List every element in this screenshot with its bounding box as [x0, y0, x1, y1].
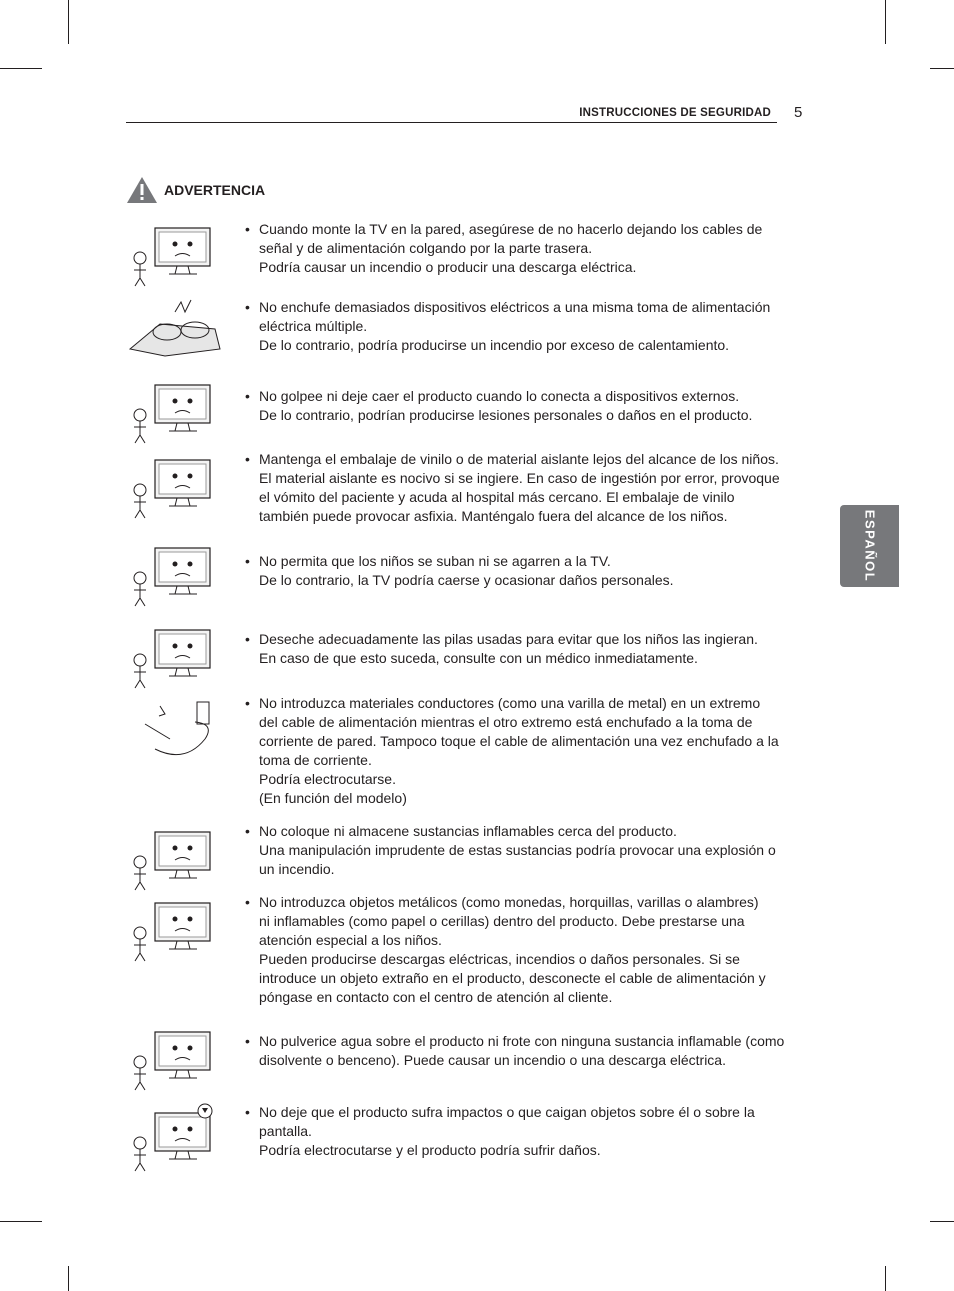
text-line: Podría electrocutarse.: [259, 771, 396, 787]
bullet: •: [245, 221, 250, 237]
safety-item-text: [245, 220, 790, 277]
text-line: De lo contrario, podría producirse un incendio por exceso de calentamiento.: [259, 337, 730, 353]
bullet: •: [245, 823, 250, 839]
crop-mark: [0, 1221, 42, 1222]
text-line: Deseche adecuadamente las pilas usadas para evitar que los niños las ingieran.: [259, 631, 758, 647]
bullet: •: [245, 388, 250, 404]
text-line: De lo contrario, podrían producirse lesiones personales o daños en el producto.: [259, 407, 753, 423]
bullet: •: [245, 451, 250, 467]
text-line: corriente de pared. Tampoco toque el cable de alimentación una vez enchufado a la: [259, 733, 779, 749]
text-line: En caso de que esto suceda, consulte con un médico inmediatamente.: [259, 650, 698, 666]
warning-triangle-icon: [126, 176, 158, 204]
bullet: •: [245, 1033, 250, 1049]
text-line: De lo contrario, la TV podría caerse y ocasionar daños personales.: [259, 572, 674, 588]
text-line: ni inflamables (como papel o cerillas) dentro del producto. Debe prestarse una: [259, 913, 745, 929]
crop-mark: [68, 0, 69, 44]
text-line: No enchufe demasiados dispositivos eléctricos a una misma toma de alimentación: [259, 299, 771, 315]
safety-item: [125, 620, 805, 668]
text-line: pantalla.: [259, 1123, 312, 1139]
crop-mark: [930, 1221, 954, 1222]
bullet: •: [245, 695, 250, 711]
text-line: No golpee ni deje caer el producto cuando lo conecta a dispositivos externos.: [259, 388, 740, 404]
text-line: Pueden producirse descargas eléctricas, incendios o daños personales. Si se: [259, 951, 740, 967]
safety-item-text: [245, 450, 790, 526]
safety-item: [125, 694, 805, 818]
safety-item-text: [245, 1103, 790, 1160]
text-line: Cuando monte la TV en la pared, asegúrese de no hacerlo dejando los cables de: [259, 221, 763, 237]
section-title: INSTRUCCIONES DE SEGURIDAD: [579, 107, 771, 119]
vinyl-packaging-child-illustration: [125, 450, 225, 520]
safety-item: [125, 218, 805, 285]
bullet: •: [245, 631, 250, 647]
power-cord-metal-rod-illustration: [125, 694, 225, 764]
safety-item-text: [245, 387, 790, 425]
text-line: disolvente o benceno). Puede causar un incendio o una descarga eléctrica.: [259, 1052, 726, 1068]
safety-item-text: [245, 1032, 790, 1070]
text-line: Podría causar un incendio o producir una descarga eléctrica.: [259, 259, 637, 275]
text-line: eléctrica múltiple.: [259, 318, 368, 334]
text-line: señal y de alimentación colgando por la parte trasera.: [259, 240, 593, 256]
overloaded-outlet-illustration: [125, 294, 225, 364]
text-line: introduce un objeto extraño en el producto, desconecte el cable de alimentación y: [259, 970, 766, 986]
bullet: •: [245, 299, 250, 315]
crop-mark: [68, 1266, 69, 1291]
text-line: atención especial a los niños.: [259, 932, 442, 948]
safety-item-text: [245, 694, 790, 808]
safety-item: [125, 450, 805, 536]
safety-item-text: [245, 552, 790, 590]
text-line: toma de corriente.: [259, 752, 372, 768]
language-tab: [840, 505, 899, 587]
safety-item: [125, 822, 805, 889]
language-tab-label: ESPAÑOL: [862, 509, 877, 583]
safety-item: [125, 1103, 805, 1170]
crop-mark: [885, 1266, 886, 1291]
bullet: •: [245, 1104, 250, 1120]
header-rule: [126, 122, 777, 123]
safety-item-text: [245, 298, 790, 355]
crop-mark: [885, 0, 886, 44]
text-line: un incendio.: [259, 861, 335, 877]
safety-item-text: [245, 630, 790, 668]
text-line: No permita que los niños se suban ni se agarren a la TV.: [259, 553, 611, 569]
safety-item: [125, 538, 805, 586]
warning-label: ADVERTENCIA: [164, 182, 266, 198]
text-line: del cable de alimentación mientras el otro extremo está enchufado a la toma de: [259, 714, 753, 730]
text-line: No pulverice agua sobre el producto ni frote con ninguna sustancia inflamable (como: [259, 1033, 785, 1049]
child-climbing-tv-illustration: [125, 538, 225, 608]
battery-child-illustration: [125, 620, 225, 690]
safety-item: [125, 893, 805, 1017]
tv-connecting-device-illustration: [125, 375, 225, 445]
ball-impact-tv-illustration: [125, 1103, 225, 1173]
text-line: Mantenga el embalaje de vinilo o de material aislante lejos del alcance de los niños.: [259, 451, 779, 467]
safety-item: [125, 294, 805, 361]
bullet: •: [245, 553, 250, 569]
safety-item-text: [245, 893, 790, 1007]
warning-heading: [126, 176, 265, 204]
safety-item: [125, 1022, 805, 1070]
text-line: No introduzca materiales conductores (como una varilla de metal) en un extremo: [259, 695, 761, 711]
bullet: •: [245, 894, 250, 910]
page-number: 5: [794, 104, 803, 121]
text-line: No coloque ni almacene sustancias inflamables cerca del producto.: [259, 823, 677, 839]
text-line: (En función del modelo): [259, 790, 407, 806]
metal-objects-tv-illustration: [125, 893, 225, 963]
text-line: póngase en contacto con el centro de atención al cliente.: [259, 989, 613, 1005]
text-line: No deje que el producto sufra impactos o que caigan objetos sobre él o sobre la: [259, 1104, 755, 1120]
flammable-substances-illustration: [125, 822, 225, 892]
text-line: El material aislante es nocivo si se ingiere. En caso de ingestión por error, provoque: [259, 470, 780, 486]
safety-item: [125, 375, 805, 423]
text-line: No introduzca objetos metálicos (como monedas, horquillas, varillas o alambres): [259, 894, 759, 910]
water-spray-tv-illustration: [125, 1022, 225, 1092]
crop-mark: [0, 68, 42, 69]
text-line: el vómito del paciente y acuda al hospital más cercano. El embalaje de vinilo: [259, 489, 735, 505]
safety-item-text: [245, 822, 790, 879]
text-line: Una manipulación imprudente de estas sustancias podría provocar una explosión o: [259, 842, 776, 858]
text-line: Podría electrocutarse y el producto podría sufrir daños.: [259, 1142, 601, 1158]
text-line: también puede provocar asfixia. Manténgalo fuera del alcance de los niños.: [259, 508, 728, 524]
crop-mark: [930, 68, 954, 69]
wall-mount-cables-illustration: [125, 218, 225, 288]
